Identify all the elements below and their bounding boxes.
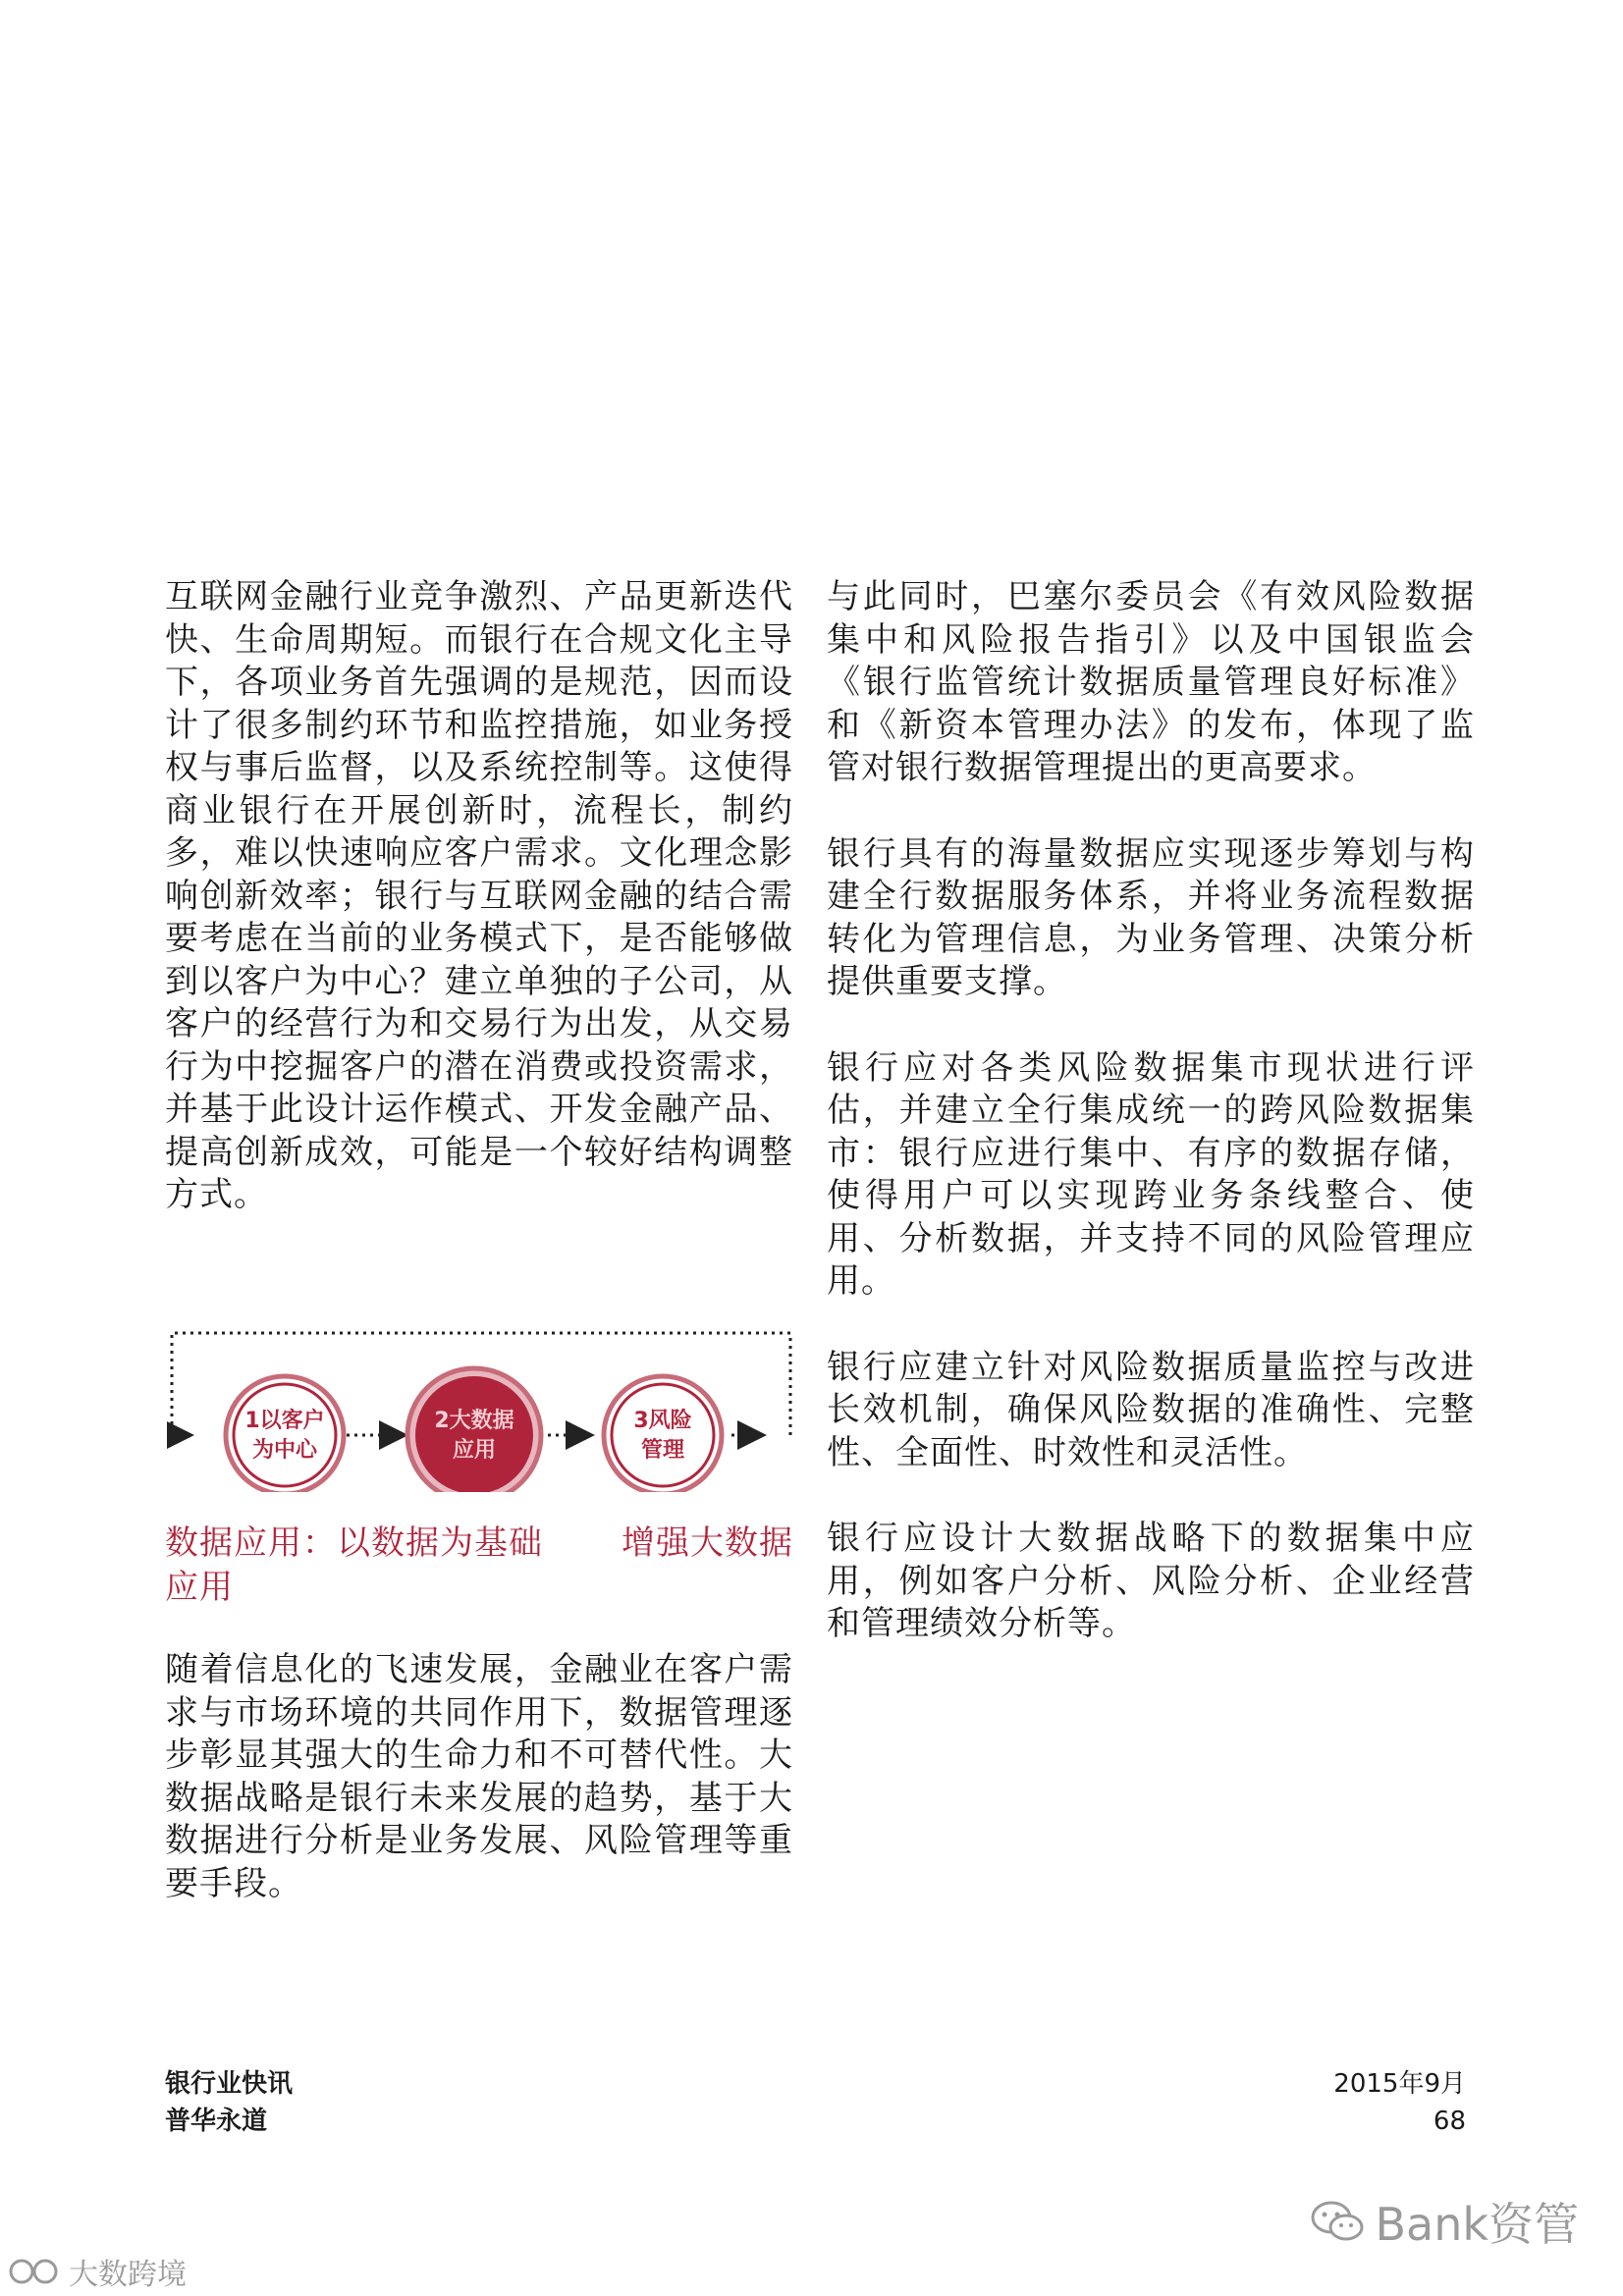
node-risk-management <box>604 1376 722 1492</box>
footer-right <box>1333 2065 1466 2140</box>
right-paragraph-5: 银行应设计大数据战略下的数据集中应用，例如客户分析、风险分析、企业经营和管理绩效分析等。 <box>827 1519 1475 1643</box>
footer-publication: 银行业快讯 <box>165 2069 294 2099</box>
node-1-line2: 为中心 <box>251 1438 318 1463</box>
caption-line2: 应用 <box>165 1568 234 1607</box>
left-column <box>165 576 793 1260</box>
footer-date: 2015年9月 <box>1333 2069 1466 2099</box>
footer-page-number: 68 <box>1433 2107 1466 2136</box>
node-1-line1: 1以客户 <box>244 1409 325 1433</box>
left-paragraph-1: 互联网金融行业竞争激烈、产品更新迭代快、生命周期短。而银行在合规文化主导下，各项业务首先强调的是规范，因而设计了很多制约环节和监控措施，如业务授权与事后监督，以及系统控制等。这使得商业银行在开展创新时，流程长，制约多，难以快速响应客户需求。文化理念影响创新效率；银行与互联网金融的结合需要考虑在当前的业务模式下，是否能够做到以客户为中心？建立单独的子公司，从客户的经营行为和交易行为出发，从交易行为中挖掘客户的潜在消费或投资需求，并基于此设计运作模式、开发金融产品、提高创新成效，可能是一个较好结构调整方式。 <box>165 577 793 1214</box>
node-3-line2: 管理 <box>640 1438 685 1463</box>
left-bottom-column <box>165 1649 793 1949</box>
footer-firm: 普华永道 <box>165 2107 268 2136</box>
watermark-bank-text: Bank资管 <box>1375 2198 1579 2251</box>
right-paragraph-2: 银行具有的海量数据应实现逐步筹划与构建全行数据服务体系，并将业务流程数据转化为管理信息，为业务管理、决策分析提供重要支撑。 <box>827 833 1475 1001</box>
watermark-dsk-text: 大数跨境 <box>69 2258 187 2292</box>
caption-right: 增强大数据 <box>622 1523 793 1563</box>
node-2-line1: 2大数据 <box>434 1409 514 1433</box>
dsk-watermark <box>8 2250 187 2293</box>
process-cycle-diagram <box>167 1315 795 1492</box>
dsk-logo-icon <box>8 2254 63 2289</box>
wechat-watermark <box>1310 2189 1579 2254</box>
right-column <box>827 576 1475 1689</box>
right-paragraph-3: 银行应对各类风险数据集市现状进行评估，并建立全行集成统一的跨风险数据集市：银行应进行集中、有序的数据存储，使得用户可以实现跨业务条线整合、使用、分析数据，并支持不同的风险管理应用。 <box>827 1047 1475 1301</box>
node-customer-center <box>226 1376 344 1492</box>
wechat-icon <box>1310 2200 1365 2243</box>
node-3-line1: 3风险 <box>633 1409 692 1433</box>
left-bottom-paragraph: 随着信息化的飞速发展，金融业在客户需求与市场环境的共同作用下，数据管理逐步彰显其强大的生命力和不可替代性。大数据战略是银行未来发展的趋势，基于大数据进行分析是业务发展、风险管理等重要手段。 <box>165 1650 793 1903</box>
footer-left <box>165 2065 293 2140</box>
right-paragraph-4: 银行应建立针对风险数据质量监控与改进长效机制，确保风险数据的准确性、完整性、全面性、时效性和灵活性。 <box>827 1347 1475 1472</box>
node-big-data <box>407 1368 541 1492</box>
diagram-caption <box>165 1522 793 1610</box>
caption-left: 数据应用：以数据为基础 <box>165 1523 543 1563</box>
node-2-line2: 应用 <box>452 1438 497 1463</box>
right-paragraph-1: 与此同时，巴塞尔委员会《有效风险数据集中和风险报告指引》以及中国银监会《银行监管统计数据质量管理良好标准》和《新资本管理办法》的发布，体现了监管对银行数据管理提出的更高要求。 <box>827 577 1475 787</box>
